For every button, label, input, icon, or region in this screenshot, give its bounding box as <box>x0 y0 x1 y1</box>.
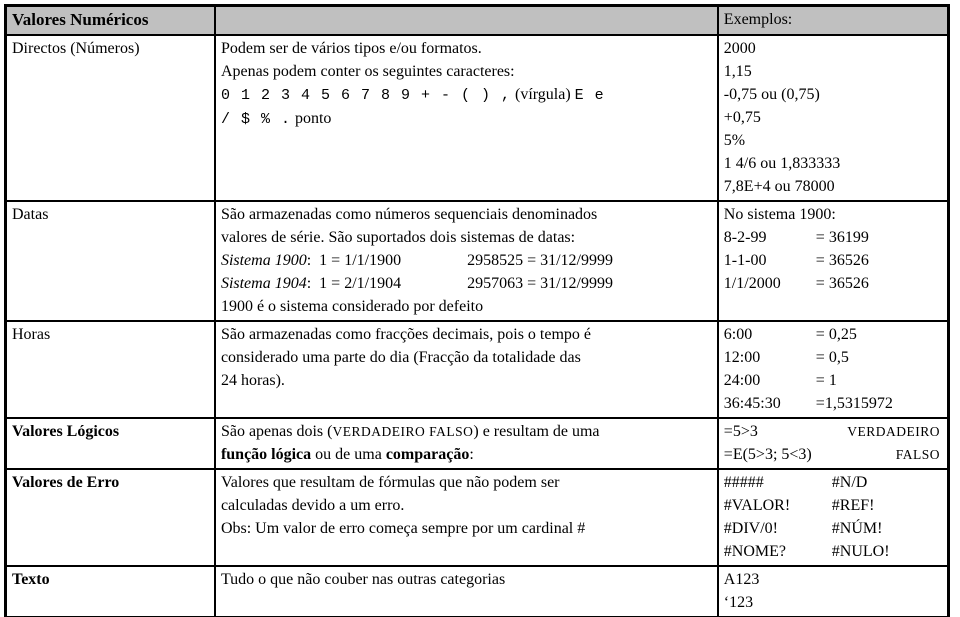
description-cell <box>215 321 718 418</box>
text-segment: / $ % . <box>220 111 291 128</box>
text-segment: considerado uma parte do dia (Fracção da totalidade das <box>220 349 581 366</box>
category-label: Valores de Erro <box>12 474 120 491</box>
header-row <box>6 6 949 36</box>
description-cell <box>215 469 718 566</box>
example-left: 8-2-99 <box>723 229 767 246</box>
example-line <box>724 249 942 272</box>
example-line <box>724 323 942 346</box>
category-cell <box>6 566 215 617</box>
description-cell <box>215 566 718 617</box>
text-segment: VERDADEIRO FALSO <box>332 424 474 439</box>
example-line: ‘123 <box>723 594 754 611</box>
description-line <box>221 471 712 494</box>
category-label: Texto <box>12 571 50 588</box>
text-segment: Valores que resultam de fórmulas que não podem ser <box>220 474 560 491</box>
description-line <box>221 60 712 83</box>
examples-cell <box>718 418 949 469</box>
example-right: VERDADEIRO <box>847 424 940 439</box>
text-segment: 24 horas). <box>220 372 285 389</box>
text-segment: comparação <box>385 446 470 463</box>
description-line <box>221 272 712 295</box>
example-line <box>724 443 942 466</box>
text-segment: Podem ser de vários tipos e/ou formatos. <box>220 40 482 57</box>
example-left: 36:45:30 <box>723 395 781 412</box>
description-line <box>221 420 712 443</box>
text-segment: função lógica <box>220 446 312 463</box>
description-line <box>221 369 712 392</box>
example-right: #N/D <box>831 474 868 491</box>
example-right: #NÚM! <box>831 520 883 537</box>
example-left: #NOME? <box>723 543 787 560</box>
text-segment: ou de uma <box>311 446 386 463</box>
category-label: Valores Lógicos <box>12 423 120 440</box>
example-line <box>724 494 942 517</box>
description-line <box>221 226 712 249</box>
values-table <box>4 4 950 617</box>
example-line: 2000 <box>723 40 756 57</box>
example-line <box>724 392 942 415</box>
text-segment: Obs: Um valor de erro começa sempre por um cardinal # <box>220 520 586 537</box>
example-left: #VALOR! <box>723 497 791 514</box>
example-line <box>724 346 942 369</box>
text-segment: 0 1 2 3 4 5 6 7 8 9 + - ( ) , <box>220 87 511 104</box>
text-segment: São armazenadas como fracções decimais, pois o tempo é <box>220 326 592 343</box>
text-segment: Sistema 1904 <box>220 275 307 292</box>
text-segment: Apenas podem conter os seguintes caracteres: <box>220 63 515 80</box>
table-header <box>6 6 949 36</box>
description-cell <box>215 201 718 321</box>
example-right: #NULO! <box>831 543 890 560</box>
examples-header: Exemplos: <box>718 6 949 36</box>
category-cell <box>6 469 215 566</box>
example-left: 1/1/2000 <box>723 275 781 292</box>
example-right: = 0,25 <box>815 326 857 343</box>
table-row <box>6 35 949 201</box>
example-line <box>724 226 942 249</box>
example-right: = 36526 <box>815 275 869 292</box>
examples-cell <box>718 469 949 566</box>
text-segment: valores de série. São suportados dois sistemas de datas: <box>220 229 576 246</box>
example-line: 5% <box>723 132 746 149</box>
category-cell <box>6 201 215 321</box>
text-segment: E e <box>574 87 605 104</box>
example-left: 1-1-00 <box>723 252 767 269</box>
description-line <box>221 295 712 318</box>
example-left: 24:00 <box>723 372 761 389</box>
description-line <box>221 346 712 369</box>
table-row <box>6 201 949 321</box>
description-line <box>221 568 712 591</box>
description-line <box>221 249 712 272</box>
example-left: 12:00 <box>723 349 761 366</box>
text-segment: : 1 = 1/1/1900 <box>306 252 402 269</box>
example-line: -0,75 ou (0,75) <box>723 86 820 103</box>
example-right: = 36526 <box>815 252 869 269</box>
example-left: =5>3 <box>723 423 758 440</box>
text-segment: Tudo o que não couber nas outras categorias <box>220 571 506 588</box>
category-label: Directos (Números) <box>12 40 140 57</box>
text-segment: : 1 = 2/1/1904 <box>306 275 402 292</box>
description-line <box>221 83 712 107</box>
examples-cell <box>718 566 949 617</box>
category-cell <box>6 35 215 201</box>
header-empty-cell <box>215 6 718 36</box>
text-segment: ) e resultam de uma <box>473 423 600 440</box>
example-line <box>724 369 942 392</box>
table-row <box>6 418 949 469</box>
text-segment: : <box>469 446 474 463</box>
example-line: No sistema 1900: <box>723 206 836 223</box>
description-line <box>221 203 712 226</box>
description-line <box>221 37 712 60</box>
example-line <box>724 517 942 540</box>
table-title: Valores Numéricos <box>6 6 215 36</box>
table-row <box>6 566 949 617</box>
example-left: ##### <box>723 474 764 491</box>
example-line: 7,8E+4 ou 78000 <box>723 178 835 195</box>
example-line: A123 <box>723 571 760 588</box>
example-line <box>724 420 942 443</box>
example-line: 1 4/6 ou 1,833333 <box>723 155 841 172</box>
text-segment: São armazenadas como números sequenciais denominados <box>220 206 598 223</box>
example-left: =E(5>3; 5<3) <box>723 446 812 463</box>
text-segment: 1900 é o sistema considerado por defeito <box>220 298 484 315</box>
description-cell <box>215 418 718 469</box>
example-right: #REF! <box>831 497 875 514</box>
text-segment: 2957063 = 31/12/9999 <box>467 275 613 292</box>
example-left: 6:00 <box>723 326 753 343</box>
description-cell <box>215 35 718 201</box>
example-right: =1,5315972 <box>815 395 893 412</box>
example-right: FALSO <box>895 447 940 462</box>
description-line <box>221 323 712 346</box>
category-cell <box>6 321 215 418</box>
example-right: = 1 <box>815 372 837 389</box>
example-line <box>724 471 942 494</box>
examples-cell <box>718 35 949 201</box>
description-line <box>221 107 712 131</box>
example-right: = 36199 <box>815 229 869 246</box>
example-line <box>724 540 942 563</box>
table-body <box>6 35 949 617</box>
text-segment: (vírgula) <box>510 86 575 103</box>
example-left: #DIV/0! <box>723 520 779 537</box>
table-row <box>6 321 949 418</box>
text-segment: Sistema 1900 <box>220 252 307 269</box>
category-label: Horas <box>12 326 51 343</box>
example-right: = 0,5 <box>815 349 849 366</box>
description-line <box>221 494 712 517</box>
category-label: Datas <box>12 206 49 223</box>
example-line <box>724 272 942 295</box>
examples-cell <box>718 201 949 321</box>
example-line: 1,15 <box>723 63 752 80</box>
text-segment: São apenas dois ( <box>220 423 333 440</box>
table-row <box>6 469 949 566</box>
description-line <box>221 517 712 540</box>
example-line: +0,75 <box>723 109 761 126</box>
text-segment: 2958525 = 31/12/9999 <box>467 252 613 269</box>
description-line <box>221 443 712 466</box>
text-segment: calculadas devido a um erro. <box>220 497 405 514</box>
examples-cell <box>718 321 949 418</box>
category-cell <box>6 418 215 469</box>
text-segment: ponto <box>290 110 332 127</box>
